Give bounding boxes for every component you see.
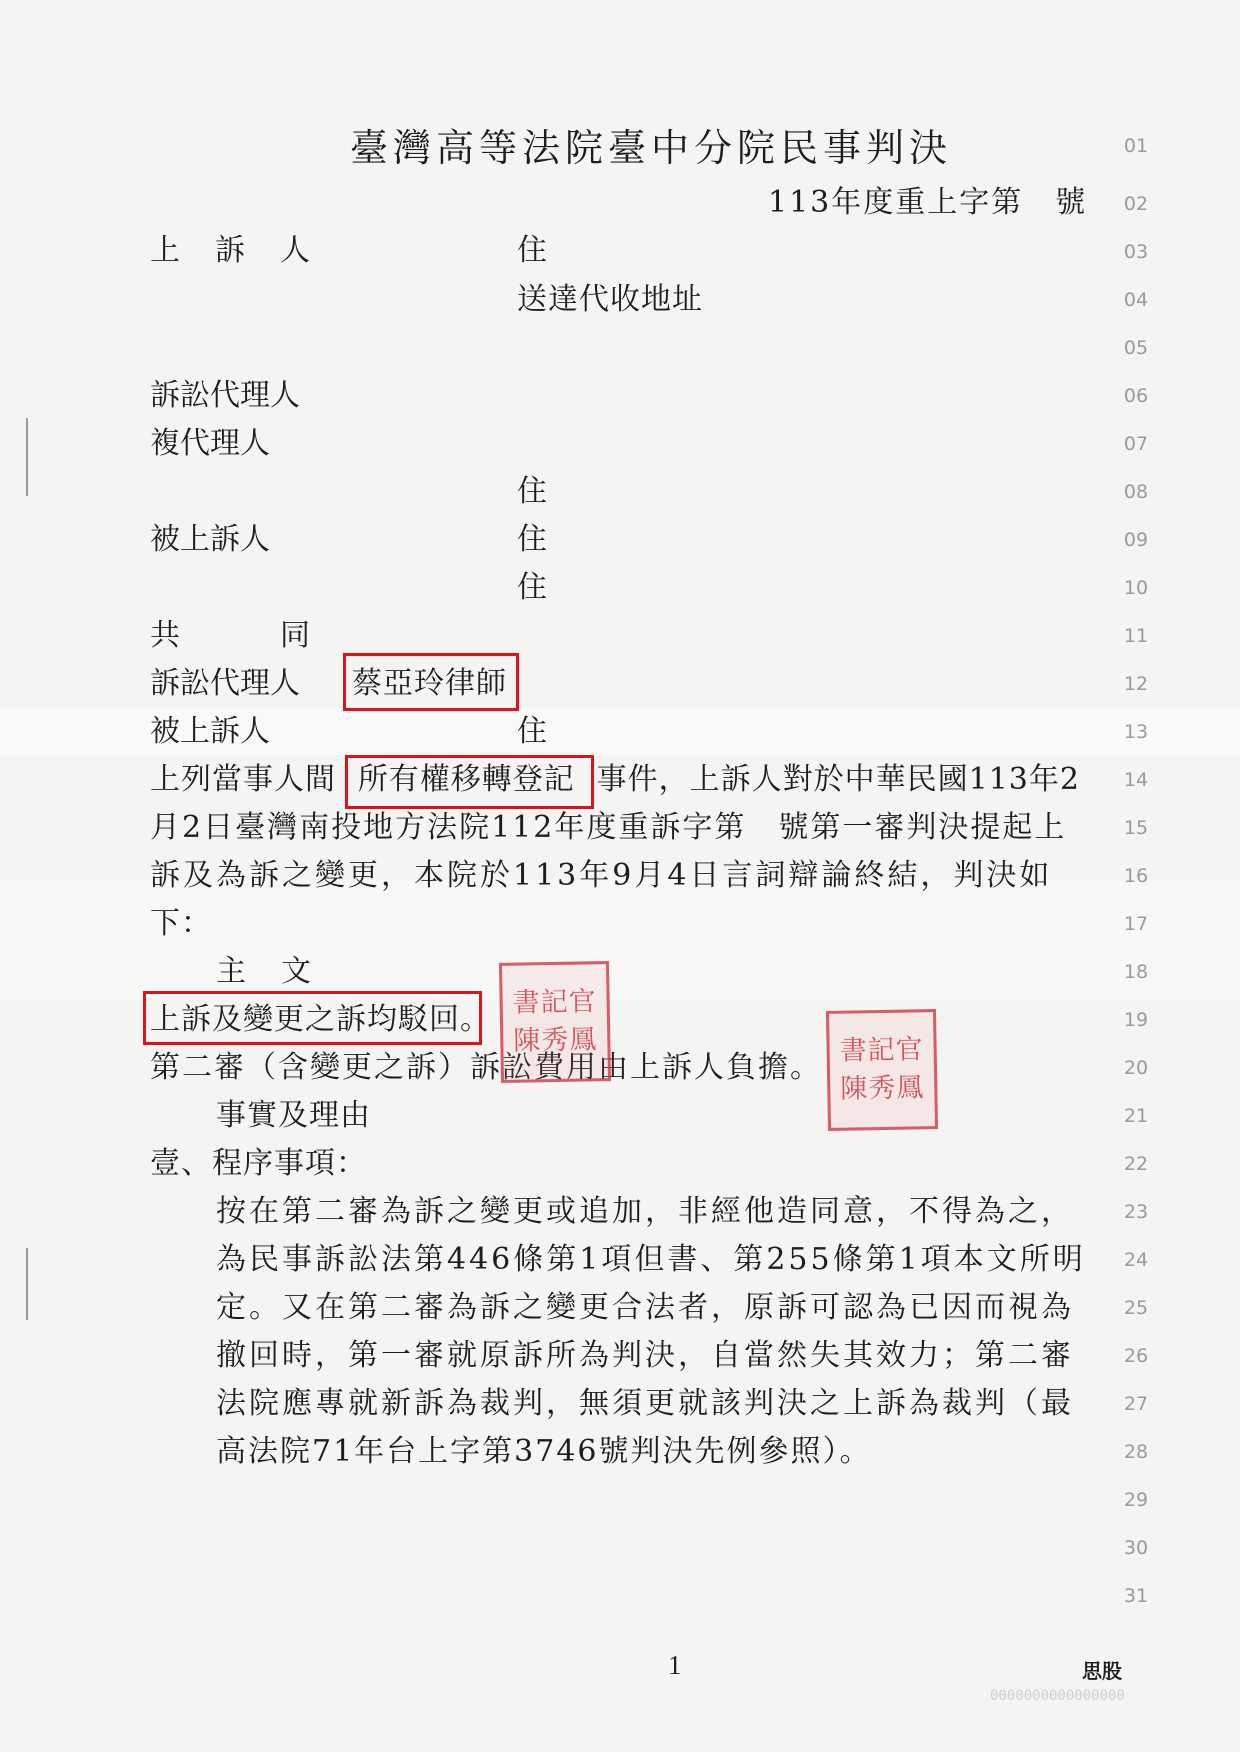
page-number: 1 xyxy=(668,1650,682,1680)
line-number: 05 xyxy=(1123,337,1149,359)
division-label: 思股 xyxy=(1082,1659,1122,1683)
facts-heading: 事實及理由 xyxy=(216,1098,371,1133)
document-code: 0000000000000000 xyxy=(990,1688,1125,1704)
clerk-seal-stamp: 書記官 陳秀鳳 xyxy=(499,961,611,1083)
intro-line-3: 訴及為訴之變更，本院於113年9月4日言詞辯論終結，判決如 xyxy=(150,858,1053,893)
litigation-agent-label: 訴訟代理人 xyxy=(150,378,300,413)
line-number: 30 xyxy=(1123,1537,1149,1559)
line-number: 19 xyxy=(1123,1009,1149,1031)
appellee-address: 住 xyxy=(517,522,548,557)
line-number: 09 xyxy=(1123,529,1149,551)
case-number: 113年度重上字第 號 xyxy=(768,185,1088,220)
highlight-box-agent xyxy=(343,653,519,711)
joint-agent-label: 訴訟代理人 xyxy=(150,666,300,701)
joint-agent-name: 蔡亞玲律師 xyxy=(352,666,507,701)
line-number: 25 xyxy=(1123,1297,1149,1319)
holding-line-1: 上訴及變更之訴均駁回。 xyxy=(150,1002,491,1037)
line-number: 27 xyxy=(1123,1393,1149,1415)
line-number: 01 xyxy=(1123,135,1149,157)
line-number: 20 xyxy=(1123,1057,1149,1079)
sub-agent-label: 複代理人 xyxy=(150,426,270,461)
scan-edge-mark xyxy=(26,418,28,496)
line-number: 23 xyxy=(1123,1201,1149,1223)
facts-para-line-2: 為民事訴訟法第446條第1項但書、第255條第1項本文所明 xyxy=(216,1242,1086,1277)
line-number: 17 xyxy=(1123,913,1149,935)
line-number: 14 xyxy=(1123,769,1149,791)
line-number: 06 xyxy=(1123,385,1149,407)
line-number: 22 xyxy=(1123,1153,1149,1175)
holding-heading: 主 文 xyxy=(216,954,312,989)
sub-agent-address: 住 xyxy=(517,474,548,509)
facts-para-line-5: 法院應專就新訴為裁判，無須更就該判決之上訴為裁判（最 xyxy=(216,1386,1074,1421)
highlight-box-holding xyxy=(143,991,482,1045)
section-1-heading: 壹、程序事項： xyxy=(150,1146,367,1181)
line-number: 02 xyxy=(1123,193,1149,215)
line-number: 18 xyxy=(1123,961,1149,983)
appellee-label: 被上訴人 xyxy=(150,522,270,557)
line-number: 26 xyxy=(1123,1345,1149,1367)
appellee-address: 住 xyxy=(517,570,548,605)
line-number: 03 xyxy=(1123,241,1149,263)
holding-line-2: 第二審（含變更之訴）訴訟費用由上訴人負擔。 xyxy=(150,1050,822,1085)
line-number: 24 xyxy=(1123,1249,1149,1271)
intro-line-2: 月2日臺灣南投地方法院112年度重訴字第 號第一審判決提起上 xyxy=(150,810,1067,845)
line-number: 28 xyxy=(1123,1441,1149,1463)
facts-para-line-4: 撤回時，第一審就原訴所為判決，自當然失其效力；第二審 xyxy=(216,1338,1074,1373)
appellee2-address: 住 xyxy=(517,714,548,749)
appellant-label: 上 訴 人 xyxy=(150,233,310,268)
line-number: 11 xyxy=(1123,625,1149,647)
line-number: 15 xyxy=(1123,817,1149,839)
line-number: 12 xyxy=(1123,673,1149,695)
line-number: 29 xyxy=(1123,1489,1149,1511)
clerk-seal-stamp: 書記官 陳秀鳳 xyxy=(826,1009,938,1131)
facts-para-line-6: 高法院71年台上字第3746號判決先例參照）。 xyxy=(216,1434,872,1469)
line-number: 13 xyxy=(1123,721,1149,743)
appellee2-label: 被上訴人 xyxy=(150,714,270,749)
line-number: 31 xyxy=(1123,1585,1149,1607)
line-number: 16 xyxy=(1123,865,1149,887)
line-number: 04 xyxy=(1123,289,1149,311)
appellant-address: 住 xyxy=(517,233,548,268)
document-title: 臺灣高等法院臺中分院民事判決 xyxy=(350,126,953,170)
highlight-box-matter xyxy=(345,755,594,809)
facts-para-line-1: 按在第二審為訴之變更或追加，非經他造同意，不得為之， xyxy=(216,1194,1074,1229)
facts-para-line-3: 定。又在第二審為訴之變更合法者，原訴可認為已因而視為 xyxy=(216,1290,1074,1325)
line-number: 08 xyxy=(1123,481,1149,503)
line-number: 21 xyxy=(1123,1105,1149,1127)
intro-line-4: 下： xyxy=(150,906,212,941)
scan-edge-mark xyxy=(26,1248,28,1320)
intro-line-1: 上列當事人間 所有權移轉登記 事件，上訴人對於中華民國113年2 xyxy=(150,762,1080,797)
joint-label: 共 同 xyxy=(150,618,310,653)
line-number: 10 xyxy=(1123,577,1149,599)
service-address: 送達代收地址 xyxy=(517,282,703,317)
line-number: 07 xyxy=(1123,433,1149,455)
